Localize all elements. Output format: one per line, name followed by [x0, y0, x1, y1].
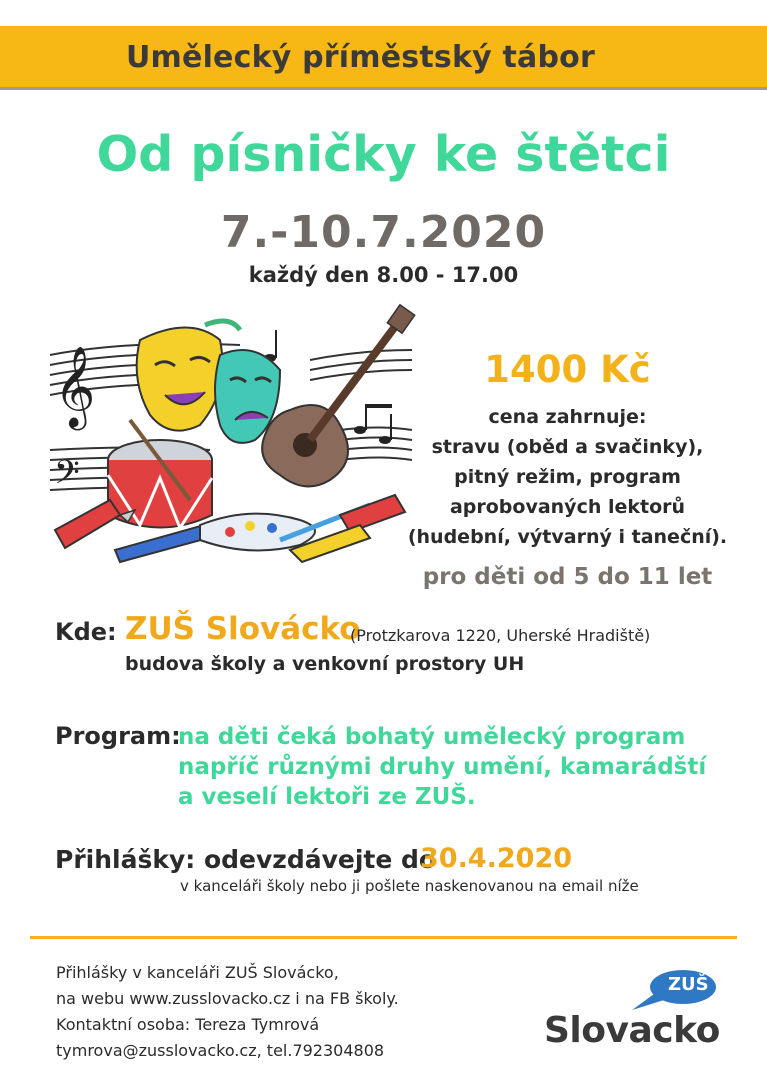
- price-includes-line: aprobovaných lektorů: [449, 496, 686, 518]
- location-address: (Protzkarova 1220, Uherské Hradiště): [350, 626, 651, 645]
- applications-deadline: 30.4.2020: [420, 843, 573, 874]
- program-label: Program:: [55, 722, 181, 750]
- price-amount: 1400 Kč: [484, 348, 651, 391]
- program-line: a veselí lektoři ze ZUŠ.: [178, 784, 476, 810]
- drum-icon: [108, 420, 212, 528]
- theatre-masks-music-art-icon: [40, 300, 420, 565]
- logo-word: Slovacko: [544, 1010, 720, 1051]
- location-label: Kde:: [55, 618, 117, 646]
- price-includes-line: pitný režim, program: [454, 466, 681, 488]
- footer-line: Kontaktní osoba: Tereza Tymrová: [56, 1015, 320, 1034]
- footer-contact: [56, 960, 399, 1064]
- zus-slovacko-logo: [536, 970, 726, 1060]
- footer-line: na webu www.zusslovacko.cz i na FB školy.: [56, 989, 399, 1008]
- header-title: Umělecký příměstský tábor: [126, 40, 595, 75]
- program-text: [178, 722, 706, 812]
- program-line: napříč různými druhy umění, kamarádští: [178, 754, 707, 780]
- age-range: pro děti od 5 do 11 let: [422, 564, 713, 590]
- footer-line: Přihlášky v kanceláři ZUŠ Slovácko,: [56, 963, 339, 982]
- location-building: budova školy a venkovní prostory UH: [125, 653, 525, 675]
- paint-tubes-brushes-icon: [55, 495, 405, 562]
- price-includes-line: stravu (oběd a svačinky),: [431, 436, 704, 458]
- logo-bubble-text: ZUŠ: [668, 974, 709, 995]
- bass-clef-icon: 𝄢: [54, 454, 80, 500]
- price-includes: [380, 402, 755, 552]
- daily-hours: každý den 8.00 - 17.00: [248, 263, 519, 287]
- price-includes-line: cena zahrnuje:: [488, 406, 647, 428]
- applications-note: v kanceláři školy nebo ji pošlete naskenovanou na email níže: [180, 877, 639, 895]
- footer-divider: [30, 936, 737, 939]
- location-name: ZUŠ Slovácko: [125, 611, 361, 647]
- price-includes-line: (hudební, výtvarný i taneční).: [407, 526, 728, 548]
- event-title: Od písničky ke štětci: [96, 126, 671, 183]
- applications-label: Přihlášky: odevzdávejte do: [55, 845, 437, 874]
- program-line: na děti čeká bohatý umělecký program: [178, 724, 686, 750]
- event-dates: 7.-10.7.2020: [220, 207, 547, 258]
- treble-clef-icon: 𝄞: [54, 345, 96, 427]
- footer-line: tymrova@zusslovacko.cz, tel.792304808: [56, 1041, 385, 1060]
